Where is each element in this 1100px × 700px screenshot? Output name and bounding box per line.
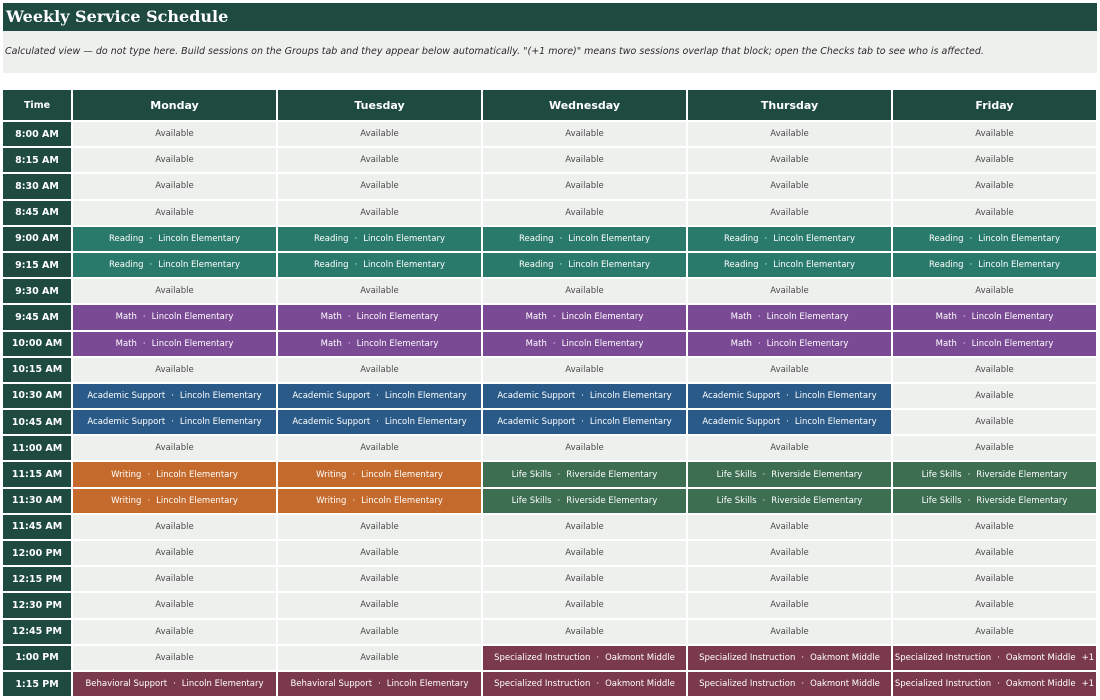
schedule-cell-wednesday[interactable] bbox=[483, 646, 686, 670]
time-slot-label: 11:00 AM bbox=[3, 436, 71, 460]
schedule-cell-thursday[interactable]: Available bbox=[688, 174, 891, 198]
session-service: Math bbox=[525, 338, 547, 349]
separator-dot: · bbox=[142, 312, 146, 323]
schedule-cell-wednesday[interactable] bbox=[483, 410, 686, 434]
time-slot-label: 12:30 PM bbox=[3, 593, 71, 617]
session-school: Lincoln Elementary bbox=[386, 679, 469, 690]
schedule-cell-friday[interactable]: Available bbox=[893, 384, 1096, 408]
schedule-cell-tuesday[interactable]: Available bbox=[278, 201, 481, 225]
session-service: Life Skills bbox=[921, 495, 962, 506]
schedule-cell-tuesday[interactable]: Available bbox=[278, 646, 481, 670]
time-slot-label: 8:45 AM bbox=[3, 201, 71, 225]
session-service: Reading bbox=[519, 233, 554, 244]
separator-dot: · bbox=[354, 233, 358, 244]
separator-dot: · bbox=[147, 469, 151, 480]
session-school: Oakmont Middle bbox=[605, 679, 675, 690]
time-slot-label: 9:45 AM bbox=[3, 305, 71, 329]
schedule-cell-monday[interactable] bbox=[73, 384, 276, 408]
schedule-cell-wednesday[interactable] bbox=[483, 489, 686, 513]
session-service: Academic Support bbox=[87, 390, 166, 401]
session-service: Reading bbox=[929, 233, 964, 244]
session-school: Lincoln Elementary bbox=[156, 495, 238, 506]
session-school: Lincoln Elementary bbox=[151, 338, 234, 349]
separator-dot: · bbox=[997, 652, 1000, 663]
schedule-cell-friday[interactable]: Available bbox=[893, 436, 1096, 460]
time-column-header: Time bbox=[3, 90, 71, 120]
separator-dot: · bbox=[967, 495, 971, 506]
session-school: Lincoln Elementary bbox=[773, 233, 855, 244]
separator-dot: · bbox=[581, 417, 584, 428]
schedule-cell-tuesday[interactable]: Available bbox=[278, 358, 481, 382]
session-service: Reading bbox=[724, 260, 759, 271]
schedule-cell-wednesday[interactable]: Available bbox=[483, 122, 686, 146]
schedule-cell-thursday[interactable]: Available bbox=[688, 201, 891, 225]
schedule-cell-monday[interactable] bbox=[73, 489, 276, 513]
schedule-cell-monday[interactable]: Available bbox=[73, 646, 276, 670]
schedule-cell-friday[interactable] bbox=[893, 227, 1096, 251]
session-school: Lincoln Elementary bbox=[589, 390, 672, 401]
schedule-cell-thursday[interactable]: Available bbox=[688, 515, 891, 539]
separator-dot: · bbox=[967, 469, 971, 480]
separator-dot: · bbox=[147, 495, 151, 506]
separator-dot: · bbox=[997, 679, 1000, 690]
separator-dot: · bbox=[171, 390, 174, 401]
schedule-cell-wednesday[interactable] bbox=[483, 227, 686, 251]
session-service: Math bbox=[525, 312, 547, 323]
separator-dot: · bbox=[376, 390, 379, 401]
separator-dot: · bbox=[171, 417, 174, 428]
schedule-cell-wednesday[interactable]: Available bbox=[483, 201, 686, 225]
schedule-cell-tuesday[interactable] bbox=[278, 332, 481, 356]
time-slot-label: 10:45 AM bbox=[3, 410, 71, 434]
session-school: Oakmont Middle bbox=[810, 679, 880, 690]
session-service: Specialized Instruction bbox=[494, 679, 591, 690]
schedule-cell-monday[interactable]: Available bbox=[73, 174, 276, 198]
session-service: Writing bbox=[316, 495, 347, 506]
session-service: Reading bbox=[314, 260, 349, 271]
session-service: Specialized Instruction bbox=[894, 652, 992, 663]
session-service: Writing bbox=[316, 469, 347, 480]
session-school: Lincoln Elementary bbox=[971, 338, 1054, 349]
day-header-friday: Friday bbox=[893, 90, 1096, 120]
schedule-cell-monday[interactable]: Available bbox=[73, 201, 276, 225]
session-school: Lincoln Elementary bbox=[589, 417, 672, 428]
schedule-cell-wednesday[interactable]: Available bbox=[483, 541, 686, 565]
session-school: Lincoln Elementary bbox=[971, 312, 1054, 323]
separator-dot: · bbox=[764, 233, 768, 244]
schedule-cell-friday[interactable]: Available bbox=[893, 358, 1096, 382]
schedule-cell-tuesday[interactable]: Available bbox=[278, 541, 481, 565]
separator-dot: · bbox=[149, 260, 153, 271]
session-service: Academic Support bbox=[497, 417, 576, 428]
schedule-cell-tuesday[interactable] bbox=[278, 462, 481, 486]
day-header-wednesday: Wednesday bbox=[483, 90, 686, 120]
schedule-cell-monday[interactable]: Available bbox=[73, 122, 276, 146]
schedule-cell-monday[interactable]: Available bbox=[73, 279, 276, 303]
schedule-cell-tuesday[interactable]: Available bbox=[278, 122, 481, 146]
separator-dot: · bbox=[552, 338, 556, 349]
session-school: Lincoln Elementary bbox=[384, 417, 467, 428]
schedule-cell-thursday[interactable] bbox=[688, 384, 891, 408]
session-service: Reading bbox=[724, 233, 759, 244]
session-service: Reading bbox=[314, 233, 349, 244]
session-service: Math bbox=[730, 338, 752, 349]
separator-dot: · bbox=[962, 338, 966, 349]
schedule-cell-wednesday[interactable] bbox=[483, 332, 686, 356]
schedule-cell-wednesday[interactable] bbox=[483, 384, 686, 408]
session-service: Life Skills bbox=[511, 495, 552, 506]
session-school: Riverside Elementary bbox=[566, 469, 658, 480]
session-service: Writing bbox=[111, 469, 142, 480]
schedule-cell-tuesday[interactable] bbox=[278, 489, 481, 513]
day-header-monday: Monday bbox=[73, 90, 276, 120]
session-school: Lincoln Elementary bbox=[384, 390, 467, 401]
time-slot-label: 8:15 AM bbox=[3, 148, 71, 172]
session-school: Lincoln Elementary bbox=[978, 233, 1060, 244]
schedule-cell-thursday[interactable]: Available bbox=[688, 279, 891, 303]
time-slot-label: 12:00 PM bbox=[3, 541, 71, 565]
separator-dot: · bbox=[559, 260, 563, 271]
session-school: Lincoln Elementary bbox=[363, 260, 445, 271]
session-service: Writing bbox=[111, 495, 142, 506]
schedule-cell-thursday[interactable]: Available bbox=[688, 358, 891, 382]
schedule-cell-wednesday[interactable] bbox=[483, 462, 686, 486]
schedule-cell-tuesday[interactable] bbox=[278, 305, 481, 329]
time-slot-label: 9:00 AM bbox=[3, 227, 71, 251]
schedule-cell-monday[interactable] bbox=[73, 410, 276, 434]
session-school: Lincoln Elementary bbox=[151, 312, 234, 323]
session-service: Reading bbox=[929, 260, 964, 271]
schedule-cell-tuesday[interactable] bbox=[278, 384, 481, 408]
session-service: Academic Support bbox=[702, 417, 781, 428]
schedule-cell-wednesday[interactable]: Available bbox=[483, 620, 686, 644]
session-service: Specialized Instruction bbox=[699, 679, 796, 690]
session-school: Lincoln Elementary bbox=[179, 417, 262, 428]
time-slot-label: 9:15 AM bbox=[3, 253, 71, 277]
separator-dot: · bbox=[559, 233, 563, 244]
separator-dot: · bbox=[764, 260, 768, 271]
schedule-cell-monday[interactable]: Available bbox=[73, 358, 276, 382]
session-school: Lincoln Elementary bbox=[361, 469, 443, 480]
session-school: Lincoln Elementary bbox=[356, 312, 439, 323]
schedule-cell-monday[interactable]: Available bbox=[73, 541, 276, 565]
session-school: Riverside Elementary bbox=[771, 469, 863, 480]
schedule-cell-wednesday[interactable]: Available bbox=[483, 174, 686, 198]
session-service: Math bbox=[935, 312, 957, 323]
time-slot-label: 1:00 PM bbox=[3, 646, 71, 670]
schedule-cell-tuesday[interactable]: Available bbox=[278, 279, 481, 303]
schedule-cell-monday[interactable]: Available bbox=[73, 436, 276, 460]
schedule-cell-thursday[interactable] bbox=[688, 410, 891, 434]
separator-dot: · bbox=[596, 652, 600, 663]
session-school: Lincoln Elementary bbox=[179, 390, 262, 401]
session-school: Lincoln Elementary bbox=[156, 469, 238, 480]
overlap-count: +1 bbox=[1081, 679, 1095, 690]
session-school: Oakmont Middle bbox=[1005, 679, 1076, 690]
session-school: Riverside Elementary bbox=[566, 495, 658, 506]
separator-dot: · bbox=[969, 233, 973, 244]
time-slot-label: 9:30 AM bbox=[3, 279, 71, 303]
session-service: Life Skills bbox=[921, 469, 962, 480]
session-school: Lincoln Elementary bbox=[568, 260, 650, 271]
time-slot-label: 11:45 AM bbox=[3, 515, 71, 539]
time-slot-label: 10:15 AM bbox=[3, 358, 71, 382]
session-service: Math bbox=[115, 312, 137, 323]
session-service: Reading bbox=[519, 260, 554, 271]
schedule-cell-tuesday[interactable]: Available bbox=[278, 436, 481, 460]
schedule-cell-tuesday[interactable]: Available bbox=[278, 620, 481, 644]
session-service: Math bbox=[320, 338, 342, 349]
session-school: Lincoln Elementary bbox=[158, 260, 240, 271]
schedule-cell-wednesday[interactable] bbox=[483, 305, 686, 329]
session-school: Oakmont Middle bbox=[810, 652, 880, 663]
schedule-cell-tuesday[interactable]: Available bbox=[278, 567, 481, 591]
schedule-cell-monday[interactable]: Available bbox=[73, 148, 276, 172]
session-service: Behavioral Support bbox=[290, 679, 373, 690]
schedule-cell-friday[interactable]: Available bbox=[893, 279, 1096, 303]
separator-dot: · bbox=[757, 312, 761, 323]
session-service: Academic Support bbox=[702, 390, 781, 401]
schedule-cell-monday[interactable] bbox=[73, 305, 276, 329]
schedule-grid bbox=[3, 90, 1096, 696]
schedule-cell-friday[interactable] bbox=[893, 305, 1096, 329]
separator-dot: · bbox=[786, 390, 789, 401]
separator-dot: · bbox=[962, 312, 966, 323]
session-service: Specialized Instruction bbox=[699, 652, 796, 663]
session-school: Lincoln Elementary bbox=[356, 338, 439, 349]
session-service: Reading bbox=[109, 260, 144, 271]
separator-dot: · bbox=[801, 652, 805, 663]
session-school: Lincoln Elementary bbox=[561, 312, 644, 323]
session-service: Life Skills bbox=[716, 495, 757, 506]
session-school: Lincoln Elementary bbox=[794, 390, 877, 401]
time-slot-label: 1:15 PM bbox=[3, 672, 71, 696]
schedule-cell-tuesday[interactable] bbox=[278, 672, 481, 696]
session-service: Academic Support bbox=[87, 417, 166, 428]
schedule-cell-tuesday[interactable] bbox=[278, 227, 481, 251]
schedule-cell-monday[interactable]: Available bbox=[73, 620, 276, 644]
schedule-cell-friday[interactable]: Available bbox=[893, 174, 1096, 198]
separator-dot: · bbox=[801, 679, 805, 690]
schedule-cell-tuesday[interactable] bbox=[278, 253, 481, 277]
session-school: Lincoln Elementary bbox=[568, 233, 650, 244]
time-slot-label: 12:15 PM bbox=[3, 567, 71, 591]
schedule-cell-friday[interactable]: Available bbox=[893, 567, 1096, 591]
separator-dot: · bbox=[347, 312, 351, 323]
schedule-cell-tuesday[interactable]: Available bbox=[278, 174, 481, 198]
schedule-cell-wednesday[interactable]: Available bbox=[483, 567, 686, 591]
schedule-cell-thursday[interactable] bbox=[688, 253, 891, 277]
session-school: Oakmont Middle bbox=[605, 652, 675, 663]
schedule-cell-wednesday[interactable]: Available bbox=[483, 358, 686, 382]
day-header-tuesday: Tuesday bbox=[278, 90, 481, 120]
schedule-cell-thursday[interactable]: Available bbox=[688, 436, 891, 460]
session-school: Lincoln Elementary bbox=[766, 312, 849, 323]
session-service: Behavioral Support bbox=[85, 679, 168, 690]
separator-dot: · bbox=[142, 338, 146, 349]
time-slot-label: 12:45 PM bbox=[3, 620, 71, 644]
separator-dot: · bbox=[378, 679, 381, 690]
session-school: Lincoln Elementary bbox=[361, 495, 443, 506]
sheet-title: Weekly Service Schedule bbox=[3, 3, 1097, 31]
session-service: Academic Support bbox=[292, 390, 371, 401]
schedule-cell-monday[interactable] bbox=[73, 332, 276, 356]
separator-dot: · bbox=[552, 312, 556, 323]
schedule-cell-wednesday[interactable]: Available bbox=[483, 593, 686, 617]
schedule-cell-wednesday[interactable]: Available bbox=[483, 436, 686, 460]
schedule-cell-thursday[interactable] bbox=[688, 305, 891, 329]
time-slot-label: 10:00 AM bbox=[3, 332, 71, 356]
session-school: Lincoln Elementary bbox=[363, 233, 445, 244]
separator-dot: · bbox=[596, 679, 600, 690]
session-school: Lincoln Elementary bbox=[181, 679, 264, 690]
separator-dot: · bbox=[786, 417, 789, 428]
session-school: Lincoln Elementary bbox=[158, 233, 240, 244]
schedule-cell-monday[interactable] bbox=[73, 462, 276, 486]
day-header-thursday: Thursday bbox=[688, 90, 891, 120]
session-school: Oakmont Middle bbox=[1005, 652, 1076, 663]
schedule-cell-friday[interactable] bbox=[893, 332, 1096, 356]
session-service: Academic Support bbox=[292, 417, 371, 428]
separator-dot: · bbox=[173, 679, 176, 690]
separator-dot: · bbox=[557, 469, 561, 480]
schedule-cell-thursday[interactable]: Available bbox=[688, 148, 891, 172]
separator-dot: · bbox=[354, 260, 358, 271]
schedule-cell-thursday[interactable] bbox=[688, 332, 891, 356]
schedule-cell-monday[interactable] bbox=[73, 227, 276, 251]
session-school: Lincoln Elementary bbox=[561, 338, 644, 349]
separator-dot: · bbox=[762, 495, 766, 506]
session-service: Life Skills bbox=[511, 469, 552, 480]
schedule-cell-thursday[interactable]: Available bbox=[688, 620, 891, 644]
overlap-count: +1 bbox=[1081, 652, 1095, 663]
session-service: Math bbox=[115, 338, 137, 349]
schedule-cell-wednesday[interactable]: Available bbox=[483, 279, 686, 303]
separator-dot: · bbox=[581, 390, 584, 401]
time-slot-label: 8:30 AM bbox=[3, 174, 71, 198]
schedule-cell-thursday[interactable] bbox=[688, 672, 891, 696]
schedule-cell-thursday[interactable] bbox=[688, 227, 891, 251]
schedule-cell-friday[interactable] bbox=[893, 672, 1096, 696]
separator-dot: · bbox=[762, 469, 766, 480]
schedule-cell-thursday[interactable] bbox=[688, 489, 891, 513]
session-school: Lincoln Elementary bbox=[773, 260, 855, 271]
schedule-cell-friday[interactable]: Available bbox=[893, 148, 1096, 172]
session-school: Riverside Elementary bbox=[771, 495, 863, 506]
schedule-cell-friday[interactable]: Available bbox=[893, 620, 1096, 644]
schedule-cell-thursday[interactable]: Available bbox=[688, 122, 891, 146]
schedule-cell-monday[interactable]: Available bbox=[73, 593, 276, 617]
session-service: Life Skills bbox=[716, 469, 757, 480]
schedule-cell-thursday[interactable] bbox=[688, 462, 891, 486]
schedule-cell-friday[interactable] bbox=[893, 462, 1096, 486]
schedule-cell-thursday[interactable]: Available bbox=[688, 593, 891, 617]
schedule-cell-tuesday[interactable]: Available bbox=[278, 148, 481, 172]
schedule-cell-friday[interactable]: Available bbox=[893, 541, 1096, 565]
schedule-cell-friday[interactable] bbox=[893, 489, 1096, 513]
separator-dot: · bbox=[352, 469, 356, 480]
instruction-note: Calculated view — do not type here. Build sessions on the Groups tab and they appear below automatically. "(+1 more)" means two sessions overlap that block; open the Checks tab to see who is affected. bbox=[3, 31, 1097, 73]
schedule-cell-friday[interactable] bbox=[893, 646, 1096, 670]
time-slot-label: 8:00 AM bbox=[3, 122, 71, 146]
separator-dot: · bbox=[969, 260, 973, 271]
schedule-cell-wednesday[interactable]: Available bbox=[483, 515, 686, 539]
time-slot-label: 10:30 AM bbox=[3, 384, 71, 408]
schedule-cell-friday[interactable]: Available bbox=[893, 593, 1096, 617]
time-slot-label: 11:30 AM bbox=[3, 489, 71, 513]
schedule-cell-thursday[interactable] bbox=[688, 646, 891, 670]
schedule-cell-friday[interactable]: Available bbox=[893, 201, 1096, 225]
time-slot-label: 11:15 AM bbox=[3, 462, 71, 486]
session-service: Academic Support bbox=[497, 390, 576, 401]
session-school: Riverside Elementary bbox=[976, 469, 1068, 480]
session-school: Lincoln Elementary bbox=[794, 417, 877, 428]
schedule-cell-monday[interactable] bbox=[73, 672, 276, 696]
separator-dot: · bbox=[757, 338, 761, 349]
schedule-cell-thursday[interactable]: Available bbox=[688, 567, 891, 591]
session-service: Math bbox=[935, 338, 957, 349]
schedule-cell-tuesday[interactable]: Available bbox=[278, 593, 481, 617]
session-school: Lincoln Elementary bbox=[766, 338, 849, 349]
separator-dot: · bbox=[557, 495, 561, 506]
schedule-cell-tuesday[interactable] bbox=[278, 410, 481, 434]
schedule-cell-wednesday[interactable] bbox=[483, 253, 686, 277]
session-service: Reading bbox=[109, 233, 144, 244]
session-service: Math bbox=[730, 312, 752, 323]
session-school: Riverside Elementary bbox=[976, 495, 1068, 506]
schedule-cell-friday[interactable] bbox=[893, 253, 1096, 277]
session-service: Specialized Instruction bbox=[494, 652, 591, 663]
schedule-cell-friday[interactable]: Available bbox=[893, 515, 1096, 539]
separator-dot: · bbox=[376, 417, 379, 428]
schedule-cell-monday[interactable]: Available bbox=[73, 515, 276, 539]
schedule-cell-wednesday[interactable]: Available bbox=[483, 148, 686, 172]
schedule-cell-friday[interactable]: Available bbox=[893, 410, 1096, 434]
schedule-cell-wednesday[interactable] bbox=[483, 672, 686, 696]
separator-dot: · bbox=[149, 233, 153, 244]
schedule-cell-friday[interactable]: Available bbox=[893, 122, 1096, 146]
session-service: Math bbox=[320, 312, 342, 323]
schedule-cell-thursday[interactable]: Available bbox=[688, 541, 891, 565]
schedule-cell-tuesday[interactable]: Available bbox=[278, 515, 481, 539]
schedule-cell-monday[interactable]: Available bbox=[73, 567, 276, 591]
separator-dot: · bbox=[352, 495, 356, 506]
schedule-cell-monday[interactable] bbox=[73, 253, 276, 277]
session-school: Lincoln Elementary bbox=[978, 260, 1060, 271]
session-service: Specialized Instruction bbox=[894, 679, 992, 690]
separator-dot: · bbox=[347, 338, 351, 349]
